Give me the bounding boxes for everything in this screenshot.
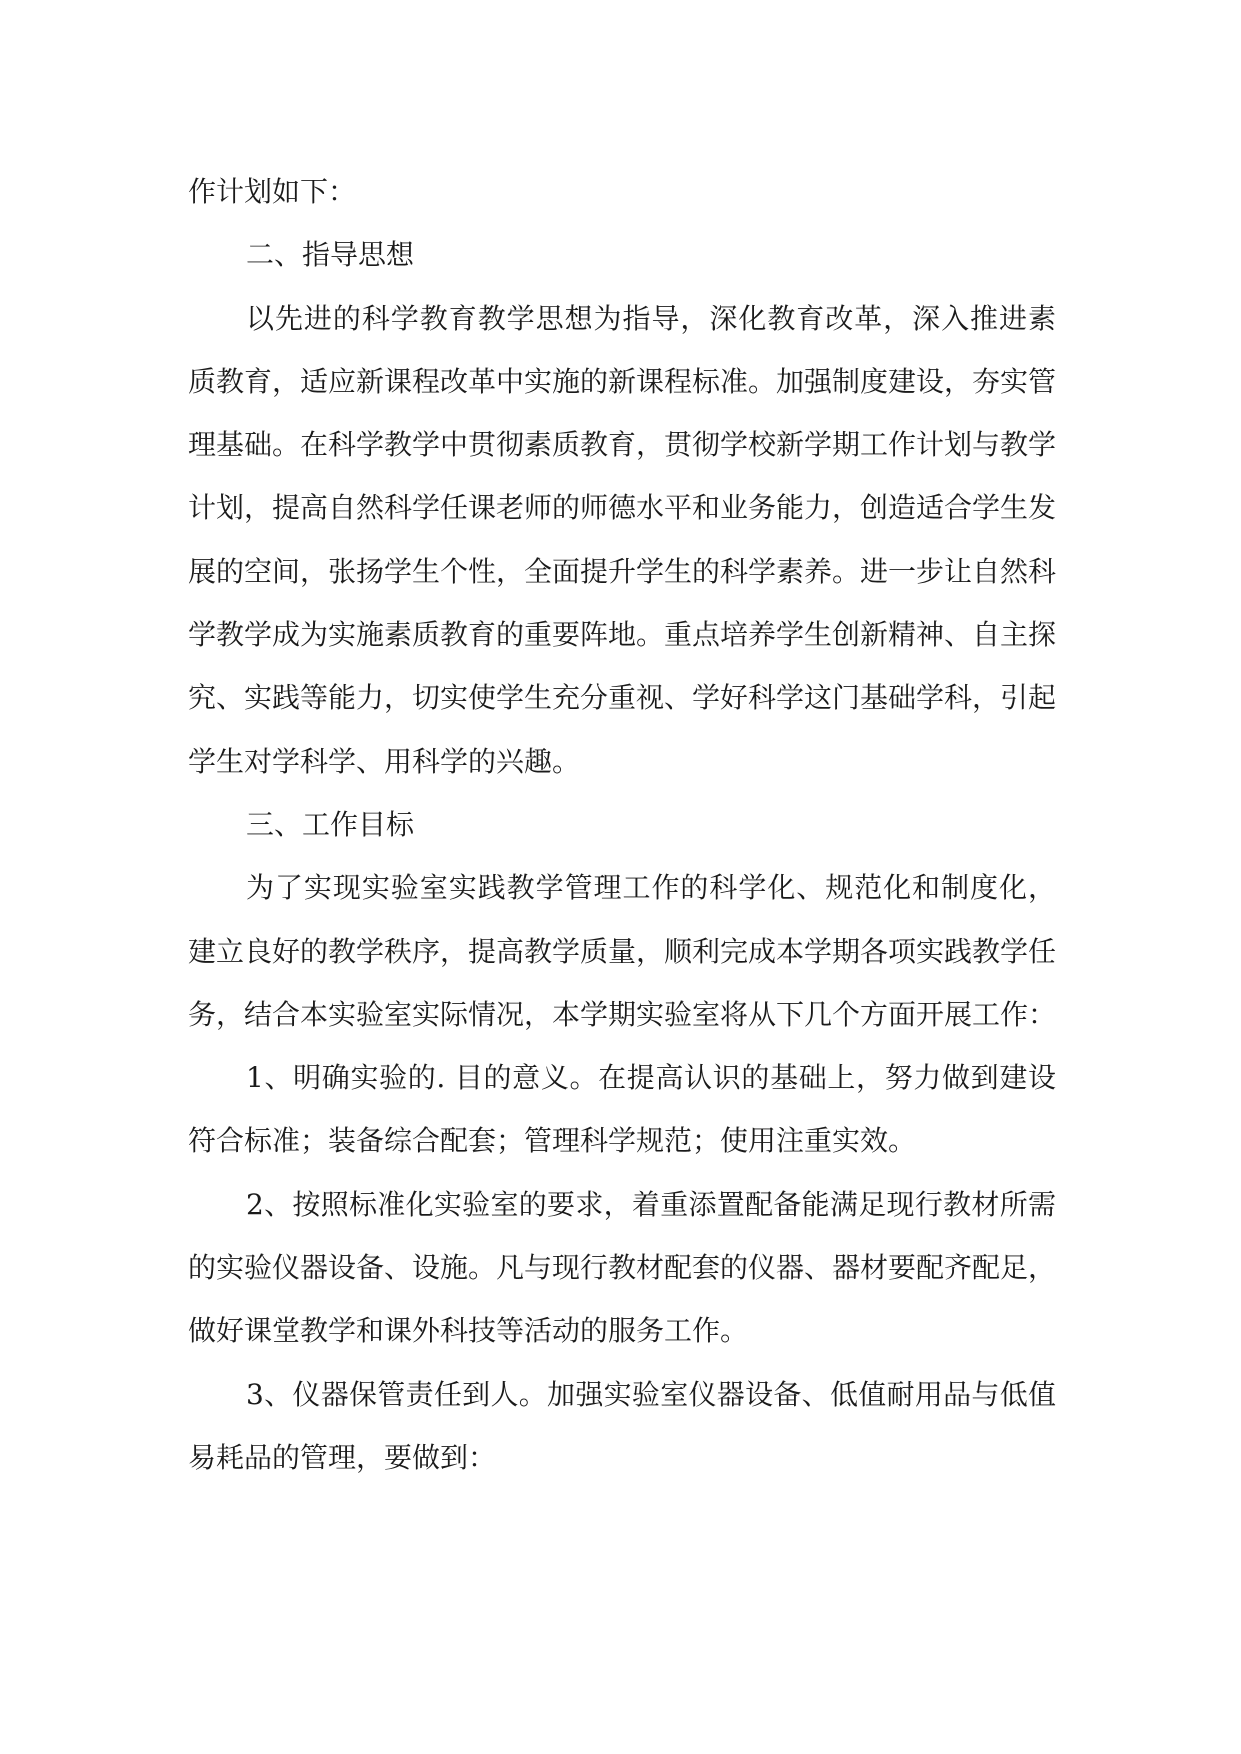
paragraph-guiding-thought: 以先进的科学教育教学思想为指导，深化教育改革，深入推进素质教育，适应新课程改革中实施的新课程标准。加强制度建设，夯实管理基础。在科学教学中贯彻素质教育，贯彻学校新学期工作计划与教学计划，提高自然科学任课老师的师德水平和业务能力，创造适合学生发展的空间，张扬学生个性，全面提升学生的科学素养。进一步让自然科学教学成为实施素质教育的重要阵地。重点培养学生创新精神、自主探究、实践等能力，切实使学生充分重视、学好科学这门基础学科，引起学生对学科学、用科学的兴趣。: [188, 301, 1057, 778]
paragraph-work-goals: 为了实现实验室实践教学管理工作的科学化、规范化和制度化，建立良好的教学秩序，提高教学质量，顺利完成本学期各项实践教学任务，结合本实验室实际情况，本学期实验室将从下几个方面开展工作：: [188, 871, 1057, 1031]
list-item-1: 1、明确实验的. 目的意义。在提高认识的基础上，努力做到建设符合标准；装备综合配套；管理科学规范；使用注重实效。: [188, 1061, 1056, 1158]
list-item-3: 3、仪器保管责任到人。加强实验室仪器设备、低值耐用品与低值易耗品的管理，要做到：: [188, 1377, 1056, 1474]
section-heading-work-goals: 三、工作目标: [246, 807, 415, 841]
section-heading-guiding-thought: 二、指导思想: [246, 238, 415, 272]
list-item-2: 2、按照标准化实验室的要求，着重添置配备能满足现行教材所需的实验仪器设备、设施。凡与现行教材配套的仪器、器材要配齐配足，做好课堂教学和课外科技等活动的服务工作。: [188, 1187, 1057, 1348]
document-body: [188, 160, 1056, 1489]
paragraph-continuation: 作计划如下：: [188, 175, 357, 208]
